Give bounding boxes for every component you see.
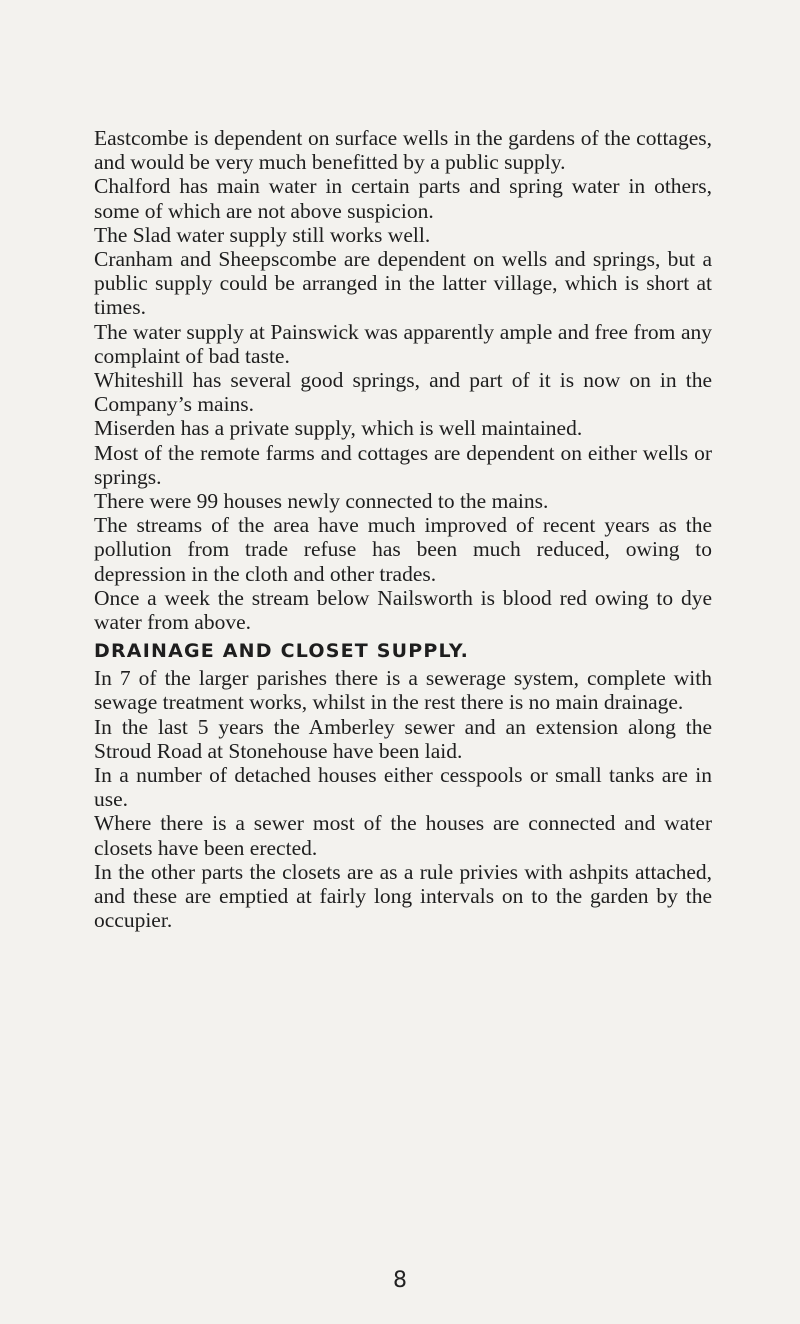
- paragraph-miserden: Miserden has a private supply, which is well maintained.: [94, 416, 583, 441]
- paragraph-houses-connected: There were 99 houses newly connected to the mains.: [94, 489, 549, 514]
- paragraph-nailsworth: Once a week the stream below Nailsworth is blood red owing to dye water from above.: [94, 585, 712, 635]
- document-page: [94, 126, 712, 933]
- paragraph-chalford: Chalford has main water in certain parts and spring water in others, some of which are not above suspicion.: [94, 174, 712, 223]
- page-number: 8: [393, 1268, 407, 1293]
- paragraph-eastcombe: Eastcombe is dependent on surface wells in the gardens of the cottages, and would be very much benefitted by a public supply.: [94, 126, 712, 175]
- paragraph-amberley: In the last 5 years the Amberley sewer and an extension along the Stroud Road at Stonehouse have been laid.: [94, 714, 712, 763]
- section-heading: DRAINAGE AND CLOSET SUPPLY.: [94, 640, 470, 663]
- paragraph-cranham: Cranham and Sheepscombe are dependent on wells and springs, but a public supply could be arranged in the latter village, which is short at times.: [94, 247, 712, 320]
- paragraph-sewerage: In 7 of the larger parishes there is a sewerage system, complete with sewage treatment works, whilst in the rest there is no main drainage.: [94, 666, 712, 715]
- paragraph-painswick: The water supply at Painswick was apparently ample and free from any complaint of bad taste.: [94, 319, 712, 368]
- paragraph-water-closets: Where there is a sewer most of the houses are connected and water closets have been erected.: [94, 811, 712, 860]
- paragraph-privies: In the other parts the closets are as a rule privies with ashpits attached, and these are emptied at fairly long intervals on to the garden by the occupier.: [94, 859, 712, 933]
- paragraph-cesspools: In a number of detached houses either cesspools or small tanks are in use.: [94, 763, 712, 812]
- paragraph-whiteshill: Whiteshill has several good springs, and part of it is now on in the Company’s mains.: [94, 368, 712, 417]
- paragraph-streams: The streams of the area have much improved of recent years as the pollution from trade refuse has been much reduced, owing to depression in the cloth and other trades.: [94, 513, 712, 586]
- paragraph-slad: The Slad water supply still works well.: [94, 222, 431, 247]
- paragraph-remote-farms: Most of the remote farms and cottages are dependent on either wells or springs.: [94, 440, 712, 489]
